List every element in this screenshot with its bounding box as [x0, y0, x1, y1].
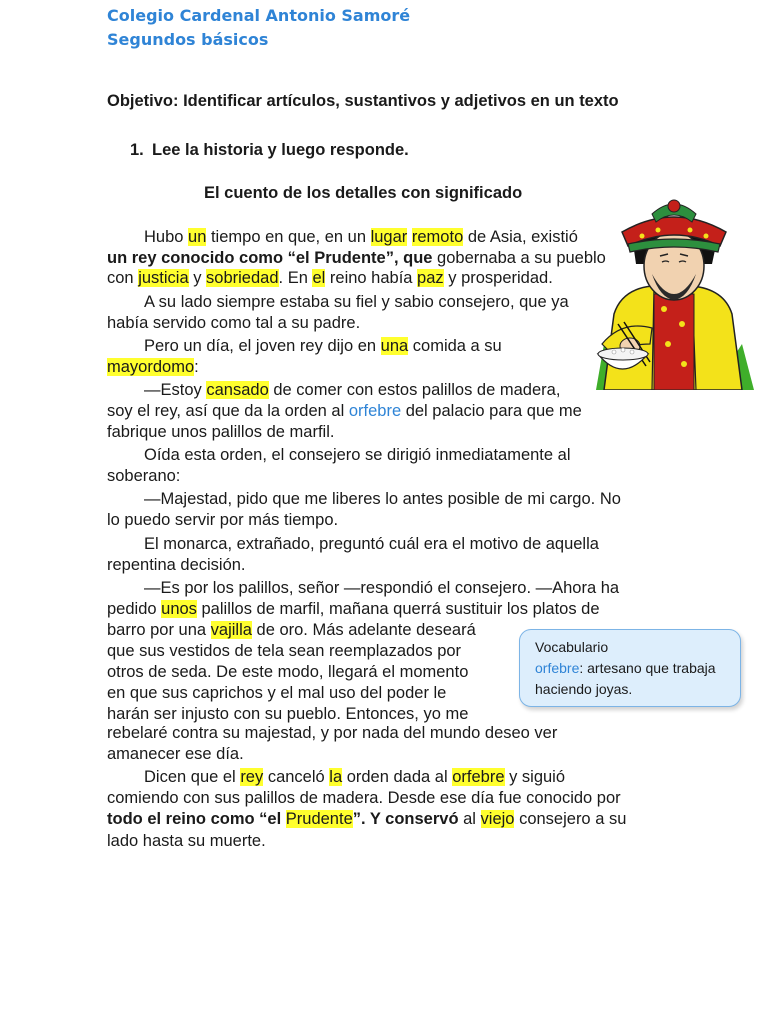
story-text: A su lado siempre estaba su fiel y sabio consejero, que ya: [144, 293, 569, 311]
highlighted-word: cansado: [206, 381, 269, 399]
story-text: de Asia, existió: [463, 228, 578, 246]
vocabulary-definition-line-1: [535, 658, 740, 679]
story-line: [107, 683, 446, 703]
story-line: [107, 248, 606, 268]
story-text: orfebre: [348, 402, 402, 420]
highlighted-word: un: [188, 228, 207, 246]
story-line: [107, 401, 582, 421]
highlighted-word: paz: [417, 269, 444, 287]
story-text: un rey conocido como “el Prudente”, que: [107, 249, 433, 267]
story-text: de oro. Más adelante deseará: [251, 621, 476, 639]
story-text: del palacio para que me: [401, 402, 582, 420]
highlighted-word: orfebre: [452, 768, 505, 786]
story-line: [144, 578, 619, 598]
story-text: rebelaré contra su majestad, y por nada del mundo deseo ver: [107, 724, 558, 742]
story-text: palillos de marfil, mañana querrá sustituir los platos de: [196, 600, 600, 618]
story-line: [144, 767, 565, 787]
story-text: lo puedo servir por más tiempo.: [107, 511, 339, 529]
story-text: y siguió: [504, 768, 566, 786]
highlighted-word: sobriedad: [206, 269, 279, 287]
story-line: [107, 641, 461, 661]
story-text: ”. Y conservó: [352, 810, 459, 828]
vocabulary-definition-line-2: haciendo joyas.: [535, 681, 633, 697]
story-title: El cuento de los detalles con significado: [204, 184, 523, 202]
story-text: al: [458, 810, 481, 828]
story-line: [107, 620, 476, 640]
story-text: Pero un día, el joven rey dijo en: [144, 337, 381, 355]
highlighted-word: vajilla: [210, 621, 252, 639]
story-text: había servido como tal a su padre.: [107, 314, 361, 332]
story-text: que sus vestidos de tela sean reemplazados por: [107, 642, 462, 660]
story-line: [107, 268, 553, 288]
story-text: consejero a su: [514, 810, 627, 828]
vocabulary-box: [519, 629, 741, 707]
story-text: otros de seda. De este modo, llegará el momento: [107, 663, 469, 681]
story-line: [144, 292, 569, 312]
story-line: [144, 489, 621, 509]
story-line: [107, 510, 338, 530]
story-text: tiempo en que, en un: [206, 228, 371, 246]
story-text: pedido: [107, 600, 162, 618]
story-text: lado hasta su muerte.: [107, 832, 266, 850]
story-line: [107, 809, 626, 829]
story-line: [107, 723, 557, 743]
story-text: soy el rey, así que da la orden al: [107, 402, 349, 420]
highlighted-word: unos: [161, 600, 197, 618]
highlighted-word: remoto: [411, 228, 464, 246]
story-line: [144, 336, 502, 356]
story-line: [107, 357, 199, 377]
story-text: canceló: [263, 768, 330, 786]
highlighted-word: viejo: [480, 810, 515, 828]
highlighted-word: la: [329, 768, 343, 786]
story-text: Hubo: [144, 228, 189, 246]
story-line: [107, 466, 180, 486]
vocabulary-title: Vocabulario: [535, 639, 609, 655]
story-line: [107, 555, 246, 575]
story-line: [107, 788, 621, 808]
story-text: con: [107, 269, 139, 287]
story-text: —Majestad, pido que me liberes lo antes posible de mi cargo. No: [144, 490, 621, 508]
story-text: repentina decisión.: [107, 556, 246, 574]
objective-text: Objetivo: Identificar artículos, sustantivos y adjetivos en un texto: [107, 92, 619, 110]
story-line: [107, 704, 468, 724]
instruction: [130, 141, 409, 160]
story-line: [144, 534, 599, 554]
story-line: [144, 445, 571, 465]
story-line: [107, 662, 468, 682]
instruction-number: 1.: [130, 141, 144, 159]
story-text: reino había: [325, 269, 418, 287]
school-name: Colegio Cardenal Antonio Samoré: [107, 6, 411, 25]
story-line: [107, 831, 266, 851]
story-text: y: [188, 269, 207, 287]
story-text: y prosperidad.: [443, 269, 553, 287]
highlighted-word: Prudente: [285, 810, 353, 828]
highlighted-word: justicia: [138, 269, 189, 287]
highlighted-word: lugar: [370, 228, 408, 246]
story-line: [144, 380, 560, 400]
story-text: fabrique unos palillos de marfil.: [107, 423, 335, 441]
story-text: comiendo con sus palillos de madera. Desde ese día fue conocido por: [107, 789, 621, 807]
story-text: . En: [278, 269, 313, 287]
story-line: [144, 227, 578, 247]
vocabulary-term: orfebre: [535, 660, 580, 676]
story-line: [107, 422, 334, 442]
story-text: Oída esta orden, el consejero se dirigió inmediatamente al: [144, 446, 571, 464]
story-text: :: [194, 358, 199, 376]
grade-level: Segundos básicos: [107, 30, 269, 49]
story-text: en que sus caprichos y el mal uso del poder le: [107, 684, 447, 702]
story-text: El monarca, extrañado, preguntó cuál era el motivo de aquella: [144, 535, 599, 553]
highlighted-word: mayordomo: [107, 358, 195, 376]
story-text: barro por una: [107, 621, 211, 639]
instruction-text: Lee la historia y luego responde.: [152, 141, 409, 159]
story-text: amanecer ese día.: [107, 745, 244, 763]
king-illustration: [592, 194, 754, 390]
story-text: todo el reino como “el: [107, 810, 286, 828]
story-text: comida a su: [408, 337, 502, 355]
story-text: gobernaba a su pueblo: [432, 249, 606, 267]
story-text: Dicen que el: [144, 768, 241, 786]
story-text: —Es por los palillos, señor —respondió el consejero. —Ahora ha: [144, 579, 620, 597]
story-text: de comer con estos palillos de madera,: [268, 381, 561, 399]
story-text: orden dada al: [342, 768, 453, 786]
story-text: —Estoy: [144, 381, 207, 399]
story-text: soberano:: [107, 467, 181, 485]
story-line: [107, 599, 600, 619]
story-text: harán ser injusto con su pueblo. Entonces, yo me: [107, 705, 469, 723]
highlighted-word: una: [380, 337, 409, 355]
vocabulary-definition-part-1: : artesano que trabaja: [579, 660, 716, 676]
story-line: [107, 313, 360, 333]
story-line: [107, 744, 244, 764]
highlighted-word: el: [312, 269, 326, 287]
highlighted-word: rey: [240, 768, 264, 786]
